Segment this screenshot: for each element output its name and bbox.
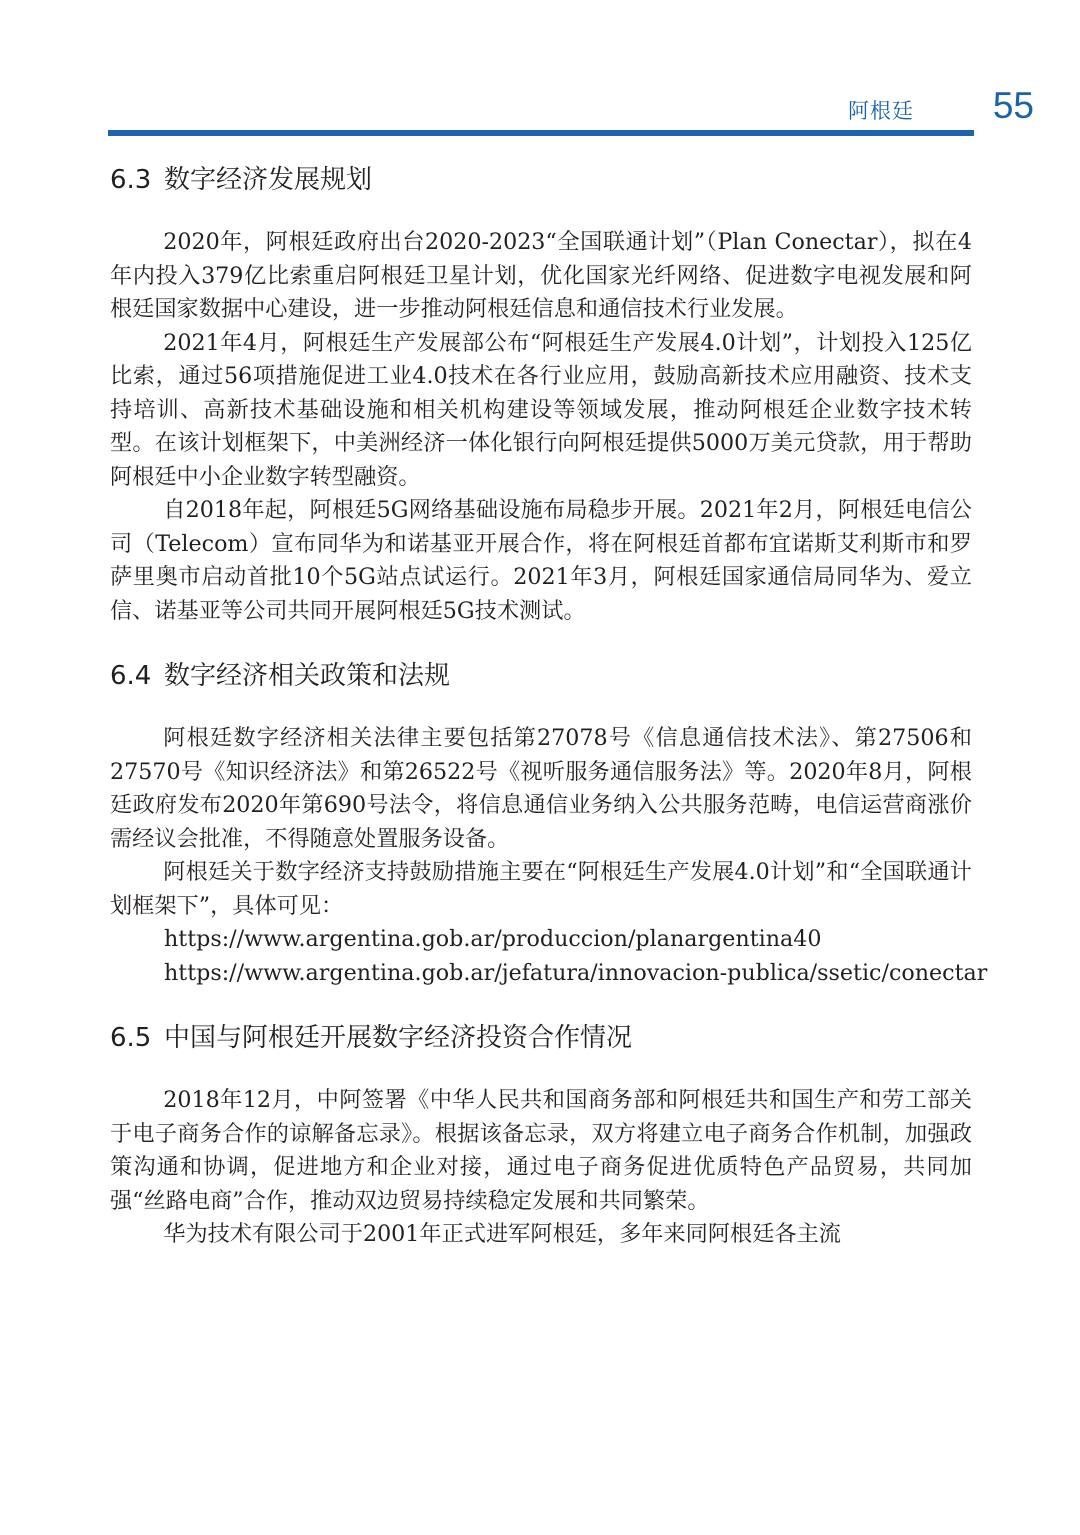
section-6-4: [110, 656, 988, 990]
section-number: 6.5: [110, 1023, 152, 1053]
reference-link[interactable]: https://www.argentina.gob.ar/jefatura/innovacion-publica/ssetic/conectar: [164, 959, 988, 986]
paragraph: 自2018年起，阿根廷5G网络基础设施布局稳步开展。2021年2月，阿根廷电信公司（Telecom）宣布同华为和诺基亚开展合作，将在阿根廷首都布宜诺斯艾利斯市和罗萨里奥市启动首批10个5G站点试运行。2021年3月，阿根廷国家通信局同华为、爱立信、诺基亚等公司共同开展阿根廷5G技术测试。: [110, 497, 972, 624]
section-heading: [110, 1018, 972, 1058]
paragraph: 2021年4月，阿根廷生产发展部公布“阿根廷生产发展4.0计划”，计划投入125亿比索，通过56项措施促进工业4.0技术在各行业应用，鼓励高新技术应用融资、技术支持培训、高新技术基础设施和相关机构建设等领域发展，推动阿根廷企业数字技术转型。在该计划框架下，中美洲经济一体化银行向阿根廷提供5000万美元贷款，用于帮助阿根廷中小企业数字转型融资。: [110, 329, 972, 490]
page-header: [108, 85, 1034, 138]
section-title: 数字经济发展规划: [164, 165, 373, 195]
section-heading: [110, 656, 972, 696]
section-6-5: [110, 1018, 972, 1252]
section-6-3: [110, 160, 972, 628]
paragraph: 2018年12月，中阿签署《中华人民共和国商务部和阿根廷共和国生产和劳工部关于电子商务合作的谅解备忘录》。根据该备忘录，双方将建立电子商务合作机制，加强政策沟通和协调，促进地方和企业对接，通过电子商务促进优质特色产品贸易，共同加强“丝路电商”合作，推动双边贸易持续稳定发展和共同繁荣。: [110, 1087, 972, 1214]
section-number: 6.4: [110, 661, 152, 691]
paragraph: 阿根廷数字经济相关法律主要包括第27078号《信息通信技术法》、第27506和27570号《知识经济法》和第26522号《视听服务通信服务法》等。2020年8月，阿根廷政府发布2020年第690号法令，将信息通信业务纳入公共服务范畴，电信运营商涨价需经议会批准，不得随意处置服务设备。: [110, 725, 972, 852]
reference-link[interactable]: https://www.argentina.gob.ar/produccion/planargentina40: [164, 926, 822, 952]
section-number: 6.3: [110, 165, 152, 195]
paragraph: 华为技术有限公司于2001年正式进军阿根廷，多年来同阿根廷各主流: [163, 1221, 841, 1247]
section-title: 中国与阿根廷开展数字经济投资合作情况: [164, 1023, 633, 1053]
running-header-title: 阿根廷: [848, 99, 914, 123]
section-heading: [110, 160, 972, 200]
page-body: [110, 160, 988, 1252]
header-divider: [108, 130, 974, 136]
paragraph: 2020年，阿根廷政府出台2020-2023“全国联通计划”（Plan Conectar），拟在4年内投入379亿比索重启阿根廷卫星计划，优化国家光纤网络、促进数字电视发展和阿根廷国家数据中心建设，进一步推动阿根廷信息和通信技术行业发展。: [110, 229, 972, 322]
paragraph: 阿根廷关于数字经济支持鼓励措施主要在“阿根廷生产发展4.0计划”和“全国联通计划框架下”，具体可见：: [110, 859, 972, 919]
page-number: 55: [992, 85, 1034, 126]
section-title: 数字经济相关政策和法规: [164, 661, 451, 691]
